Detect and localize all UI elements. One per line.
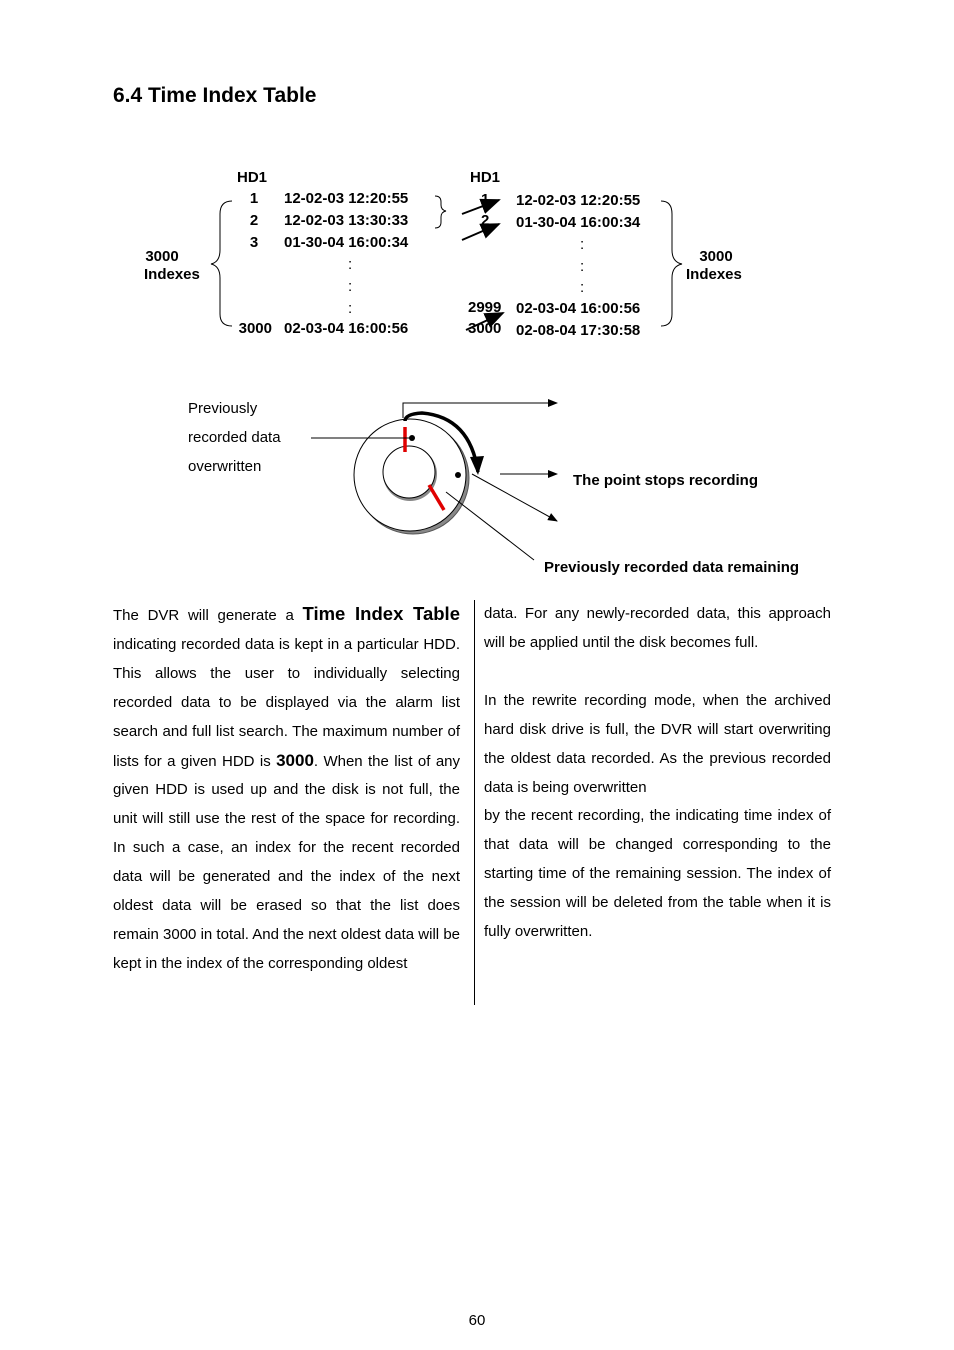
left-ellipsis: : — [348, 300, 353, 317]
right-paragraph: In the rewrite recording mode, when the archived hard disk drive is full, the DVR will start overwriting the oldest data recorded. As the previous recorded data is being overwritten — [484, 691, 831, 796]
right-paragraph: data. For any newly-recorded data, this approach will be applied until the disk becomes full. — [484, 605, 831, 651]
left-table-header: HD1 — [237, 169, 268, 186]
right-table-header: HD1 — [470, 169, 501, 186]
left-row-time: 12-02-03 12:20:55 — [284, 190, 409, 207]
left-row-num: 3 — [249, 234, 259, 251]
right-column — [484, 600, 831, 947]
right-row-time: 01-30-04 16:00:34 — [516, 214, 641, 231]
right-row-num: 2999 — [468, 299, 502, 316]
right-row-num: 3000 — [468, 320, 502, 337]
time-index-table-term: Time Index Table — [302, 603, 460, 624]
stop-recording-label: The point stops recording — [573, 472, 759, 489]
strike-arrow — [466, 313, 503, 330]
max-lists-number: 3000 — [276, 750, 314, 770]
left-brace-icon — [211, 201, 232, 326]
remaining-data-label: Previously recorded data remaining — [544, 559, 800, 576]
left-row-time: 02-03-04 16:00:56 — [284, 320, 409, 337]
left-row-num: 3000 — [238, 320, 272, 337]
right-row-time: 12-02-03 12:20:55 — [516, 192, 641, 209]
right-brace-label: 3000 — [699, 248, 733, 265]
left-ellipsis: : — [348, 256, 353, 273]
right-row-time: 02-03-04 16:00:56 — [516, 300, 641, 317]
index-arrow-1 — [462, 200, 499, 214]
overwritten-label: overwritten — [188, 458, 262, 475]
index-arrow-2 — [462, 224, 499, 240]
left-row-num: 2 — [249, 212, 259, 229]
right-row-time: 02-08-04 17:30:58 — [516, 322, 641, 339]
left-row-num: 1 — [249, 190, 259, 207]
left-paragraph — [113, 600, 460, 979]
left-row-time: 01-30-04 16:00:34 — [284, 234, 409, 251]
text-run: indicating recorded data is kept in a particular HDD. This allows the user to individually selecting recorded data to be displayed via the alarm list search and full list search. The maximum number of lists for a given HDD is — [113, 635, 460, 770]
small-brace-icon — [435, 196, 446, 228]
left-row-time: 12-02-03 13:30:33 — [284, 212, 409, 229]
diagram-line-art — [0, 0, 954, 600]
left-brace-label: Indexes — [144, 266, 200, 283]
remaining-pointer — [446, 492, 534, 560]
left-column — [113, 600, 460, 979]
right-ellipsis: : — [580, 258, 585, 275]
right-ellipsis: : — [580, 279, 585, 296]
right-row-num: 2 — [481, 212, 490, 229]
section-title: 6.4 Time Index Table — [113, 84, 317, 107]
top-arrow — [403, 403, 557, 418]
column-divider — [474, 600, 475, 1005]
right-brace-icon — [661, 201, 682, 326]
left-brace-label: 3000 — [145, 248, 179, 265]
right-brace-label: Indexes — [686, 266, 742, 283]
diagonal-arrow — [472, 474, 557, 521]
right-row-num: 1 — [481, 191, 490, 208]
page-number: 60 — [468, 1312, 486, 1329]
right-ellipsis: : — [580, 236, 585, 253]
overwritten-label: Previously — [188, 400, 258, 417]
text-run: . When the list of any given HDD is used up and the disk is not full, the unit will still use the rest of the space for recording. In such a case, an index for the recent recorded data will be generated and the index of the next oldest data will be erased so that the list does remain 3000 in total. And the next oldest data will be kept in the index of the corresponding oldest — [113, 752, 460, 972]
left-ellipsis: : — [348, 278, 353, 295]
right-paragraph: by the recent recording, the indicating time index of that data will be changed corresponding to the starting time of the remaining session. The index of the session will be deleted from the table when it is fully overwritten. — [484, 807, 831, 941]
overwritten-label: recorded data — [188, 429, 281, 446]
text-run: The DVR will generate a — [113, 607, 303, 624]
